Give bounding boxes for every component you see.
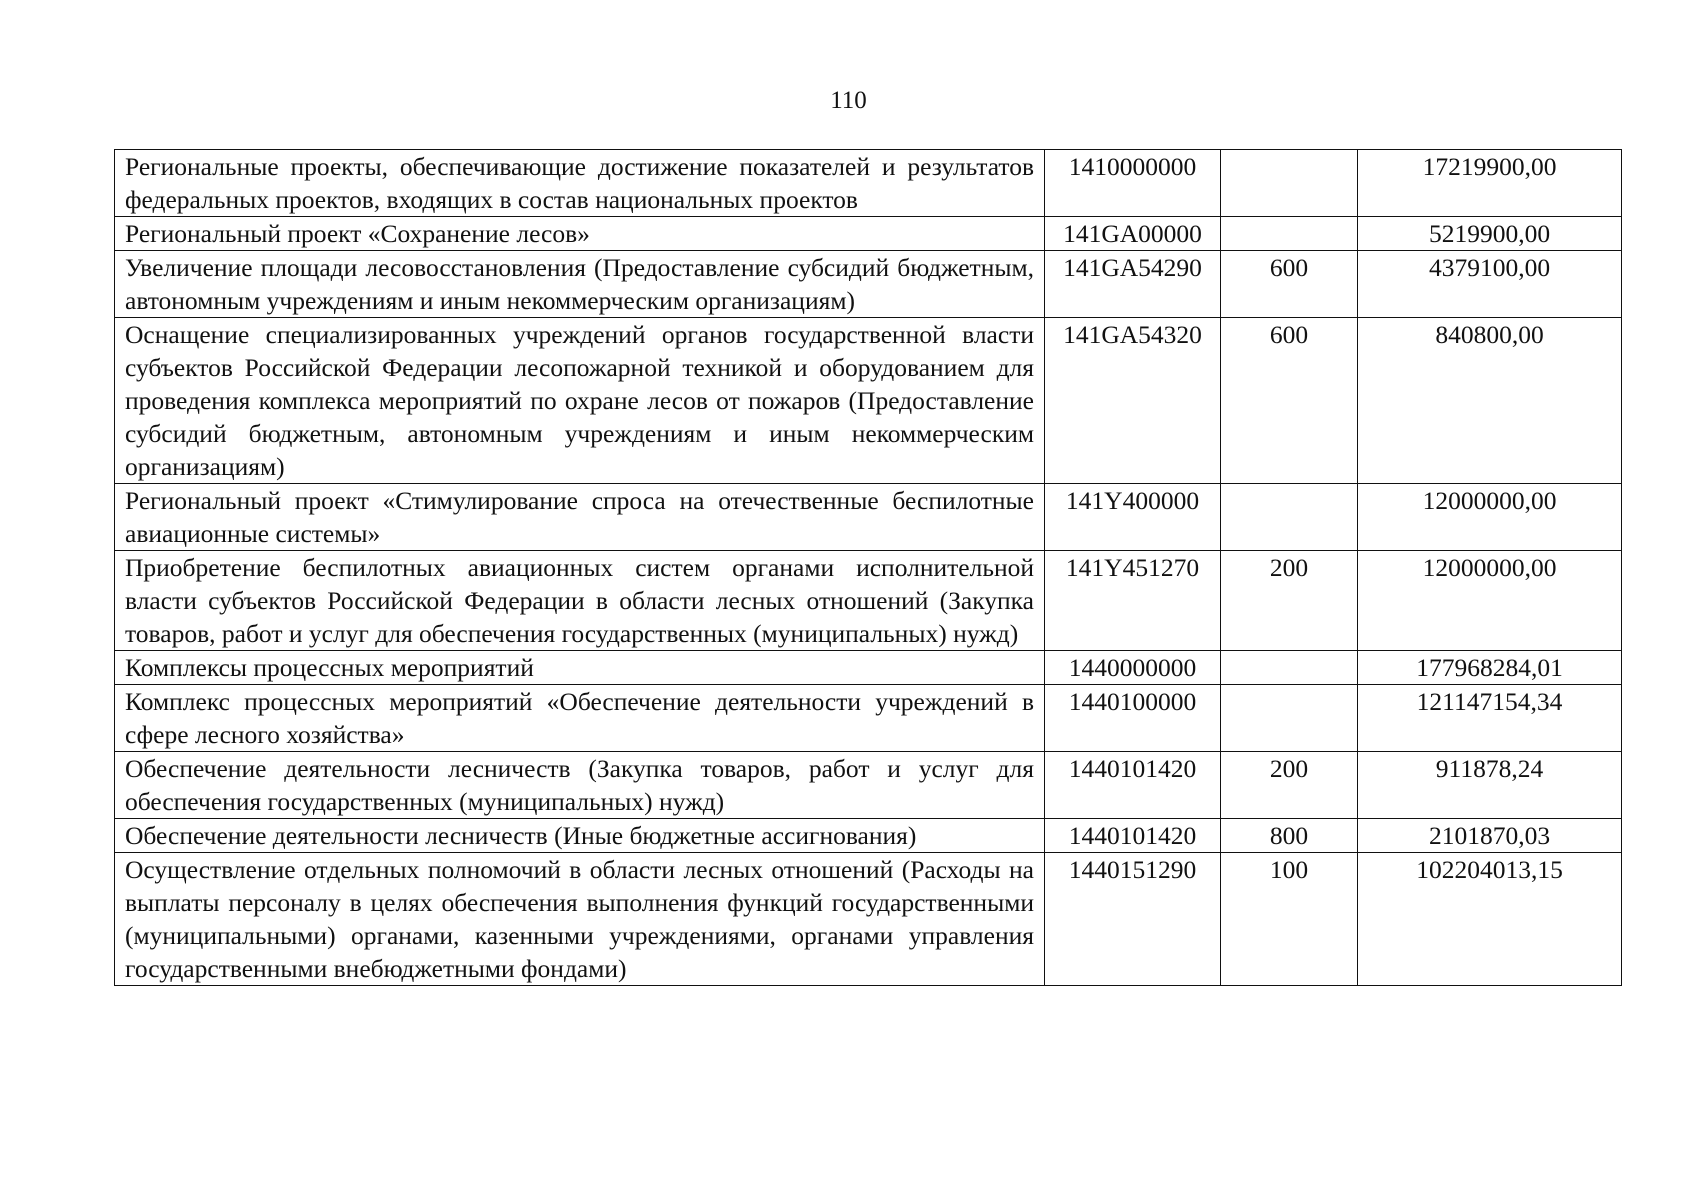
- budget-table: [114, 149, 1622, 986]
- row-name-cell: Региональный проект «Стимулирование спроса на отечественные беспилотные авиационные системы»: [115, 484, 1045, 551]
- row-type-cell: [1221, 150, 1358, 217]
- row-type-cell: [1221, 651, 1358, 685]
- table-row: [115, 318, 1622, 484]
- table-row: [115, 217, 1622, 251]
- row-name-cell: Осуществление отдельных полномочий в области лесных отношений (Расходы на выплаты персоналу в целях обеспечения выполнения функций государственными (муниципальными) органами, казенными учреждениями, органами управления государственными внебюджетными фондами): [115, 853, 1045, 986]
- row-code-cell: 1440100000: [1045, 685, 1221, 752]
- row-sum-cell: 17219900,00: [1358, 150, 1622, 217]
- row-sum-cell: 2101870,03: [1358, 819, 1622, 853]
- row-type-cell: [1221, 217, 1358, 251]
- row-type-cell: 600: [1221, 318, 1358, 484]
- row-sum-cell: 12000000,00: [1358, 551, 1622, 651]
- row-code-cell: 141GA54290: [1045, 251, 1221, 318]
- table-row: [115, 551, 1622, 651]
- row-name-cell: Региональный проект «Сохранение лесов»: [115, 217, 1045, 251]
- row-sum-cell: 840800,00: [1358, 318, 1622, 484]
- row-name-cell: Приобретение беспилотных авиационных систем органами исполнительной власти субъектов Российской Федерации в области лесных отношений (Закупка товаров, работ и услуг для обеспечения государственных (муниципальных) нужд): [115, 551, 1045, 651]
- row-sum-cell: 911878,24: [1358, 752, 1622, 819]
- row-name-cell: Региональные проекты, обеспечивающие достижение показателей и результатов федеральных проектов, входящих в состав национальных проектов: [115, 150, 1045, 217]
- row-name-cell: Обеспечение деятельности лесничеств (Иные бюджетные ассигнования): [115, 819, 1045, 853]
- row-code-cell: 141Y400000: [1045, 484, 1221, 551]
- row-code-cell: 141GA00000: [1045, 217, 1221, 251]
- table-row: [115, 150, 1622, 217]
- row-name-cell: Комплекс процессных мероприятий «Обеспечение деятельности учреждений в сфере лесного хозяйства»: [115, 685, 1045, 752]
- row-code-cell: 1440151290: [1045, 853, 1221, 986]
- row-type-cell: 200: [1221, 752, 1358, 819]
- row-code-cell: 1440000000: [1045, 651, 1221, 685]
- page-number: 110: [830, 87, 867, 114]
- row-code-cell: 141GA54320: [1045, 318, 1221, 484]
- row-sum-cell: 4379100,00: [1358, 251, 1622, 318]
- table-row: [115, 752, 1622, 819]
- row-sum-cell: 177968284,01: [1358, 651, 1622, 685]
- row-code-cell: 1440101420: [1045, 819, 1221, 853]
- table-row: [115, 685, 1622, 752]
- row-sum-cell: 121147154,34: [1358, 685, 1622, 752]
- row-type-cell: 200: [1221, 551, 1358, 651]
- row-type-cell: 100: [1221, 853, 1358, 986]
- row-name-cell: Обеспечение деятельности лесничеств (Закупка товаров, работ и услуг для обеспечения государственных (муниципальных) нужд): [115, 752, 1045, 819]
- row-sum-cell: 102204013,15: [1358, 853, 1622, 986]
- row-type-cell: [1221, 484, 1358, 551]
- row-type-cell: [1221, 685, 1358, 752]
- table-row: [115, 819, 1622, 853]
- row-code-cell: 1440101420: [1045, 752, 1221, 819]
- row-name-cell: Комплексы процессных мероприятий: [115, 651, 1045, 685]
- row-type-cell: 600: [1221, 251, 1358, 318]
- row-sum-cell: 5219900,00: [1358, 217, 1622, 251]
- table-row: [115, 651, 1622, 685]
- row-name-cell: Увеличение площади лесовосстановления (Предоставление субсидий бюджетным, автономным учреждениям и иным некоммерческим организациям): [115, 251, 1045, 318]
- row-sum-cell: 12000000,00: [1358, 484, 1622, 551]
- table-row: [115, 853, 1622, 986]
- table-row: [115, 484, 1622, 551]
- row-code-cell: 1410000000: [1045, 150, 1221, 217]
- table-row: [115, 251, 1622, 318]
- row-type-cell: 800: [1221, 819, 1358, 853]
- row-code-cell: 141Y451270: [1045, 551, 1221, 651]
- row-name-cell: Оснащение специализированных учреждений органов государственной власти субъектов Российской Федерации лесопожарной техникой и оборудованием для проведения комплекса мероприятий по охране лесов от пожаров (Предоставление субсидий бюджетным, автономным учреждениям и иным некоммерческим организациям): [115, 318, 1045, 484]
